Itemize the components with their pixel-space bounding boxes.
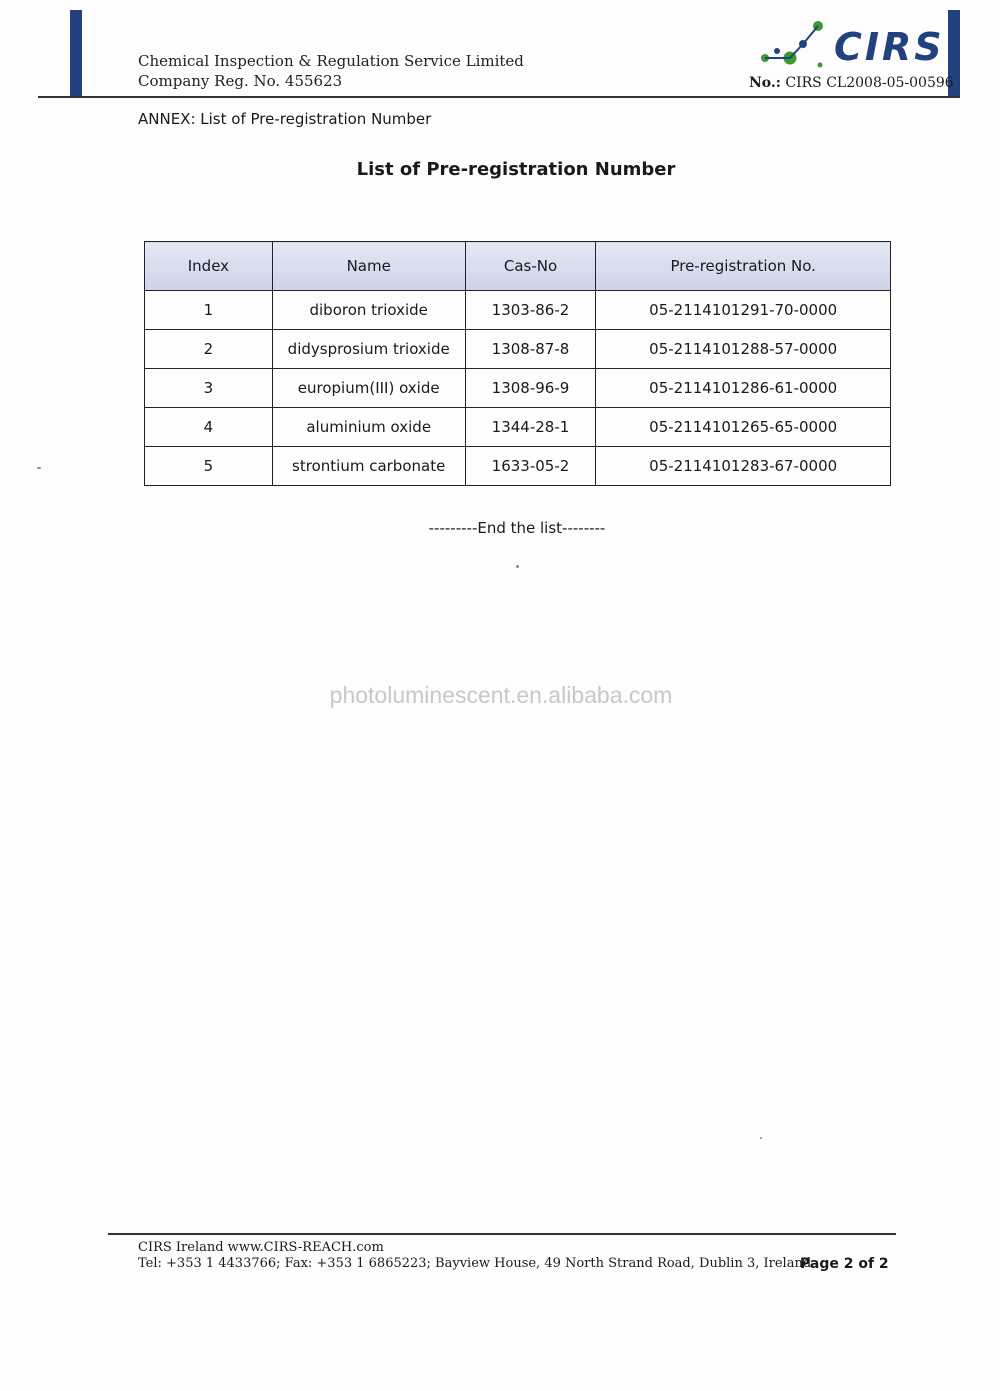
cell-index: 2 (145, 330, 273, 369)
header-left-bar (70, 10, 82, 98)
annex-line: ANNEX: List of Pre-registration Number (138, 110, 432, 128)
scan-speck (37, 467, 41, 469)
cell-cas-no: 1308-87-8 (465, 330, 596, 369)
table-row (145, 369, 891, 408)
doc-no-value: CIRS CL2008-05-00596 (785, 75, 954, 91)
scan-speck (760, 1137, 762, 1139)
cell-name: didysprosium trioxide (272, 330, 465, 369)
cell-cas-no: 1303-86-2 (465, 291, 596, 330)
cell-pre-registration-no: 05-2114101283-67-0000 (596, 447, 891, 486)
header-rule (38, 96, 960, 98)
table-row (145, 291, 891, 330)
pre-registration-table (144, 241, 891, 486)
header-cas-no: Cas-No (465, 242, 596, 291)
company-reg: Company Reg. No. 455623 (138, 72, 343, 90)
footer-rule (108, 1233, 896, 1235)
table-row (145, 408, 891, 447)
cell-pre-registration-no: 05-2114101291-70-0000 (596, 291, 891, 330)
footer-line-1: CIRS Ireland www.CIRS-REACH.com (138, 1240, 384, 1255)
cell-name: aluminium oxide (272, 408, 465, 447)
header-index: Index (145, 242, 273, 291)
doc-no-label: No.: (749, 75, 781, 91)
table-row (145, 447, 891, 486)
cell-name: diboron trioxide (272, 291, 465, 330)
cell-index: 3 (145, 369, 273, 408)
page-title: List of Pre-registration Number (356, 159, 676, 180)
cell-cas-no: 1344-28-1 (465, 408, 596, 447)
scan-speck (516, 565, 519, 568)
document-number (749, 75, 954, 91)
cell-cas-no: 1633-05-2 (465, 447, 596, 486)
table-row (145, 330, 891, 369)
cell-index: 4 (145, 408, 273, 447)
cell-pre-registration-no: 05-2114101288-57-0000 (596, 330, 891, 369)
cell-cas-no: 1308-96-9 (465, 369, 596, 408)
cell-pre-registration-no: 05-2114101286-61-0000 (596, 369, 891, 408)
header-name: Name (272, 242, 465, 291)
cell-name: strontium carbonate (272, 447, 465, 486)
company-name: Chemical Inspection & Regulation Service Limited (138, 52, 524, 70)
company-info (138, 51, 524, 91)
logo-text: CIRS (834, 25, 945, 69)
cell-pre-registration-no: 05-2114101265-65-0000 (596, 408, 891, 447)
cell-name: europium(III) oxide (272, 369, 465, 408)
footer-line-2: Tel: +353 1 4433766; Fax: +353 1 6865223; Bayview House, 49 North Strand Road, Dublin 3, Ireland (138, 1256, 812, 1271)
table-header-row (145, 242, 891, 291)
header-pre-registration-no: Pre-registration No. (596, 242, 891, 291)
cell-index: 5 (145, 447, 273, 486)
cell-index: 1 (145, 291, 273, 330)
page-number: Page 2 of 2 (800, 1256, 889, 1272)
watermark: photoluminescent.en.alibaba.com (329, 682, 673, 708)
end-of-list-marker: ---------End the list-------- (428, 519, 606, 537)
